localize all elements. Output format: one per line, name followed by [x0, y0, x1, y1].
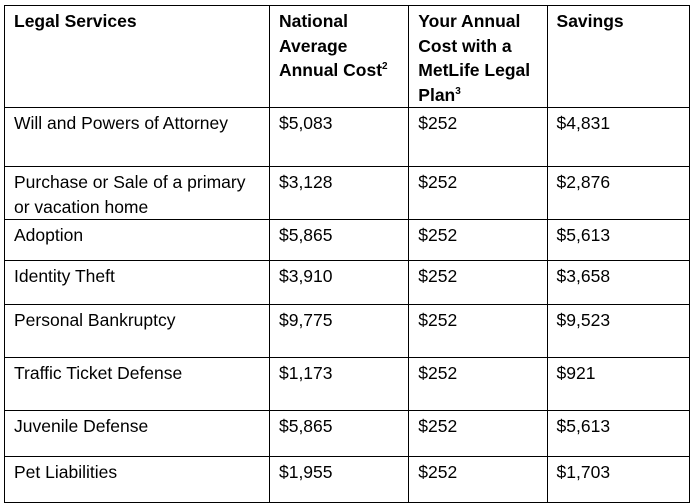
- table-row: [5, 457, 690, 503]
- cell-savings: $4,831: [547, 108, 689, 167]
- legal-services-cost-table: [4, 5, 690, 503]
- cell-national-average-cost: $1,955: [269, 457, 408, 503]
- cell-your-annual-cost: $252: [409, 457, 547, 503]
- cell-your-annual-cost: $252: [409, 261, 547, 305]
- table-row: [5, 305, 690, 358]
- cell-national-average-cost: $5,083: [269, 108, 408, 167]
- cell-legal-service: Juvenile Defense: [5, 411, 270, 457]
- table-row: [5, 167, 690, 220]
- cell-national-average-cost: $5,865: [269, 220, 408, 261]
- cell-legal-service: Pet Liabilities: [5, 457, 270, 503]
- cell-your-annual-cost: $252: [409, 411, 547, 457]
- cell-your-annual-cost: $252: [409, 167, 547, 220]
- header-legal-services: Legal Services: [5, 6, 270, 108]
- cell-savings: $9,523: [547, 305, 689, 358]
- table-row: [5, 411, 690, 457]
- cell-legal-service: Identity Theft: [5, 261, 270, 305]
- cell-savings: $921: [547, 358, 689, 411]
- cell-national-average-cost: $9,775: [269, 305, 408, 358]
- cell-legal-service: Personal Bankruptcy: [5, 305, 270, 358]
- cell-national-average-cost: $5,865: [269, 411, 408, 457]
- cell-your-annual-cost: $252: [409, 108, 547, 167]
- cell-national-average-cost: $3,910: [269, 261, 408, 305]
- table-row: [5, 261, 690, 305]
- cell-savings: $1,703: [547, 457, 689, 503]
- cell-your-annual-cost: $252: [409, 358, 547, 411]
- cell-legal-service: Will and Powers of Attorney: [5, 108, 270, 167]
- cell-legal-service: Purchase or Sale of a primary or vacation home: [5, 167, 270, 220]
- table-body: [5, 108, 690, 503]
- cell-savings: $5,613: [547, 220, 689, 261]
- cell-national-average-cost: $1,173: [269, 358, 408, 411]
- table-row: [5, 220, 690, 261]
- header-savings: Savings: [547, 6, 689, 108]
- cell-legal-service: Adoption: [5, 220, 270, 261]
- table-header-row: [5, 6, 690, 108]
- cell-your-annual-cost: $252: [409, 220, 547, 261]
- cell-national-average-cost: $3,128: [269, 167, 408, 220]
- cell-savings: $3,658: [547, 261, 689, 305]
- cell-savings: $2,876: [547, 167, 689, 220]
- cell-legal-service: Traffic Ticket Defense: [5, 358, 270, 411]
- header-your-annual-cost: Your Annual Cost with a MetLife Legal Plan$^3$: [409, 6, 547, 108]
- table-row: [5, 358, 690, 411]
- cell-savings: $5,613: [547, 411, 689, 457]
- cell-your-annual-cost: $252: [409, 305, 547, 358]
- header-national-average-annual-cost: National Average Annual Cost$^2$: [269, 6, 408, 108]
- table-row: [5, 108, 690, 167]
